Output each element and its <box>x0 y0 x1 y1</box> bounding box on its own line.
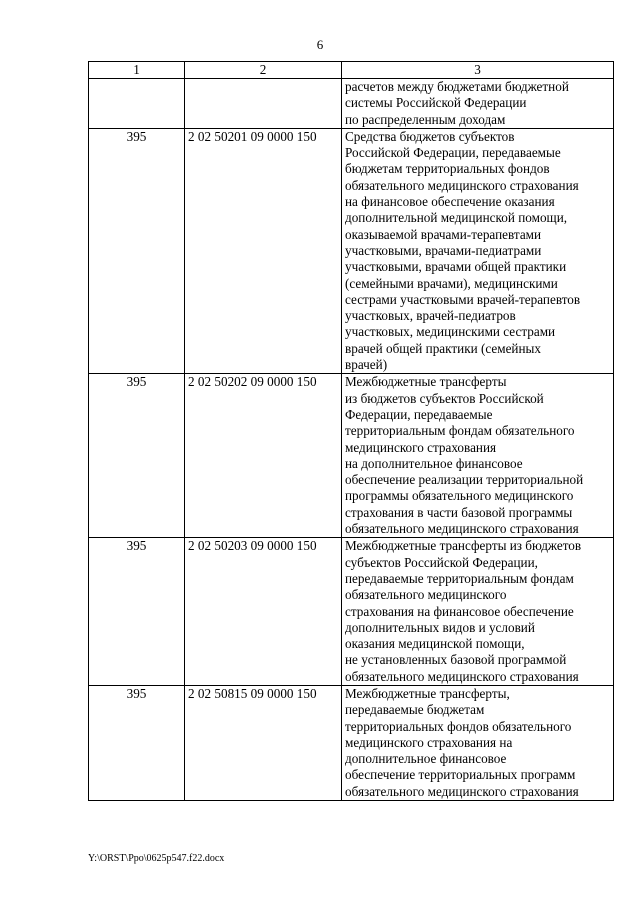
description-line: Межбюджетные трансферты, <box>345 685 510 701</box>
description-line: обязательного медицинского страхования <box>345 783 579 799</box>
description-line: территориальным фондам обязательного <box>345 423 575 439</box>
admin-code-cell: 395 <box>89 538 185 686</box>
description-line: оказываемой врачами-терапевтами <box>345 226 542 242</box>
page-number: 6 <box>316 37 324 52</box>
revenue-description-cell <box>342 79 614 129</box>
description-line: сестрами участковыми врачей-терапевтов <box>345 291 581 307</box>
column-header-1: 1 <box>89 62 185 79</box>
budget-codes-table <box>88 61 614 801</box>
table-row <box>89 128 614 373</box>
admin-code-cell: 395 <box>89 374 185 538</box>
admin-code-cell: 395 <box>89 128 185 373</box>
budget-classification-code-cell: 2 02 50815 09 0000 150 <box>185 685 342 800</box>
revenue-description-cell <box>342 374 614 538</box>
description-line: обязательного медицинского страхования <box>345 177 579 193</box>
description-line: участковыми, врачами-педиатрами <box>345 242 542 258</box>
table-row <box>89 685 614 800</box>
revenue-description-cell <box>342 128 614 373</box>
description-line: Российской Федерации, передаваемые <box>345 145 561 161</box>
budget-classification-code-cell: 2 02 50203 09 0000 150 <box>185 538 342 686</box>
description-line: Федерации, передаваемые <box>345 406 493 422</box>
description-line: территориальных фондов обязательного <box>345 718 572 734</box>
description-line: медицинского страхования на <box>345 734 513 750</box>
description-line: участковыми, врачами общей практики <box>345 259 567 275</box>
description-line: медицинского страхования <box>345 439 497 455</box>
admin-code-cell: 395 <box>89 685 185 800</box>
table-row <box>89 538 614 686</box>
description-line: страхования на финансовое обеспечение <box>345 603 574 619</box>
revenue-description-cell <box>342 538 614 686</box>
description-line: системы Российской Федерации <box>345 95 527 111</box>
description-line: участковых, медицинскими сестрами <box>345 324 556 340</box>
description-line: на дополнительное финансовое <box>345 455 523 471</box>
budget-classification-code-cell: 2 02 50202 09 0000 150 <box>185 374 342 538</box>
description-line: не установленных базовой программой <box>345 652 567 668</box>
description-line: обязательного медицинского страхования <box>345 668 579 684</box>
description-line: врачей) <box>345 357 388 373</box>
description-line: бюджетам территориальных фондов <box>345 161 550 177</box>
description-line: расчетов между бюджетами бюджетной <box>345 79 569 94</box>
budget-classification-code-cell: 2 02 50201 09 0000 150 <box>185 128 342 373</box>
description-line: участковых, врачей-педиатров <box>345 308 516 324</box>
description-line: врачей общей практики (семейных <box>345 340 541 356</box>
table-row <box>89 79 614 129</box>
description-line: (семейными врачами), медицинскими <box>345 275 558 291</box>
admin-code-cell <box>89 79 185 129</box>
description-line: дополнительной медицинской помощи, <box>345 210 568 226</box>
description-line: по распределенным доходам <box>345 111 506 127</box>
description-line: обеспечение территориальных программ <box>345 767 576 783</box>
description-line: Межбюджетные трансферты <box>345 374 507 390</box>
description-line: Средства бюджетов субъектов <box>345 128 515 144</box>
description-line: страхования в части базовой программы <box>345 504 573 520</box>
column-header-3: 3 <box>342 62 614 79</box>
file-path-footer: Y:\ORST\Ppo\0625p547.f22.docx <box>88 853 225 864</box>
description-line: на финансовое обеспечение оказания <box>345 194 555 210</box>
description-line: обязательного медицинского страхования <box>345 521 579 537</box>
description-line: программы обязательного медицинского <box>345 488 574 504</box>
description-line: обеспечение реализации территориальной <box>345 472 584 488</box>
description-line: субъектов Российской Федерации, <box>345 554 538 570</box>
description-line: оказания медицинской помощи, <box>345 636 525 652</box>
description-line: передаваемые территориальным фондам <box>345 570 574 586</box>
budget-classification-code-cell <box>185 79 342 129</box>
table-body <box>89 79 614 801</box>
description-line: передаваемые бюджетам <box>345 702 485 718</box>
table-header-row <box>89 62 614 79</box>
revenue-description-cell <box>342 685 614 800</box>
description-line: обязательного медицинского <box>345 587 507 603</box>
description-line: дополнительных видов и условий <box>345 619 535 635</box>
column-header-2: 2 <box>185 62 342 79</box>
description-line: из бюджетов субъектов Российской <box>345 390 544 406</box>
description-line: Межбюджетные трансферты из бюджетов <box>345 538 582 554</box>
description-line: дополнительное финансовое <box>345 751 507 767</box>
table-row <box>89 374 614 538</box>
